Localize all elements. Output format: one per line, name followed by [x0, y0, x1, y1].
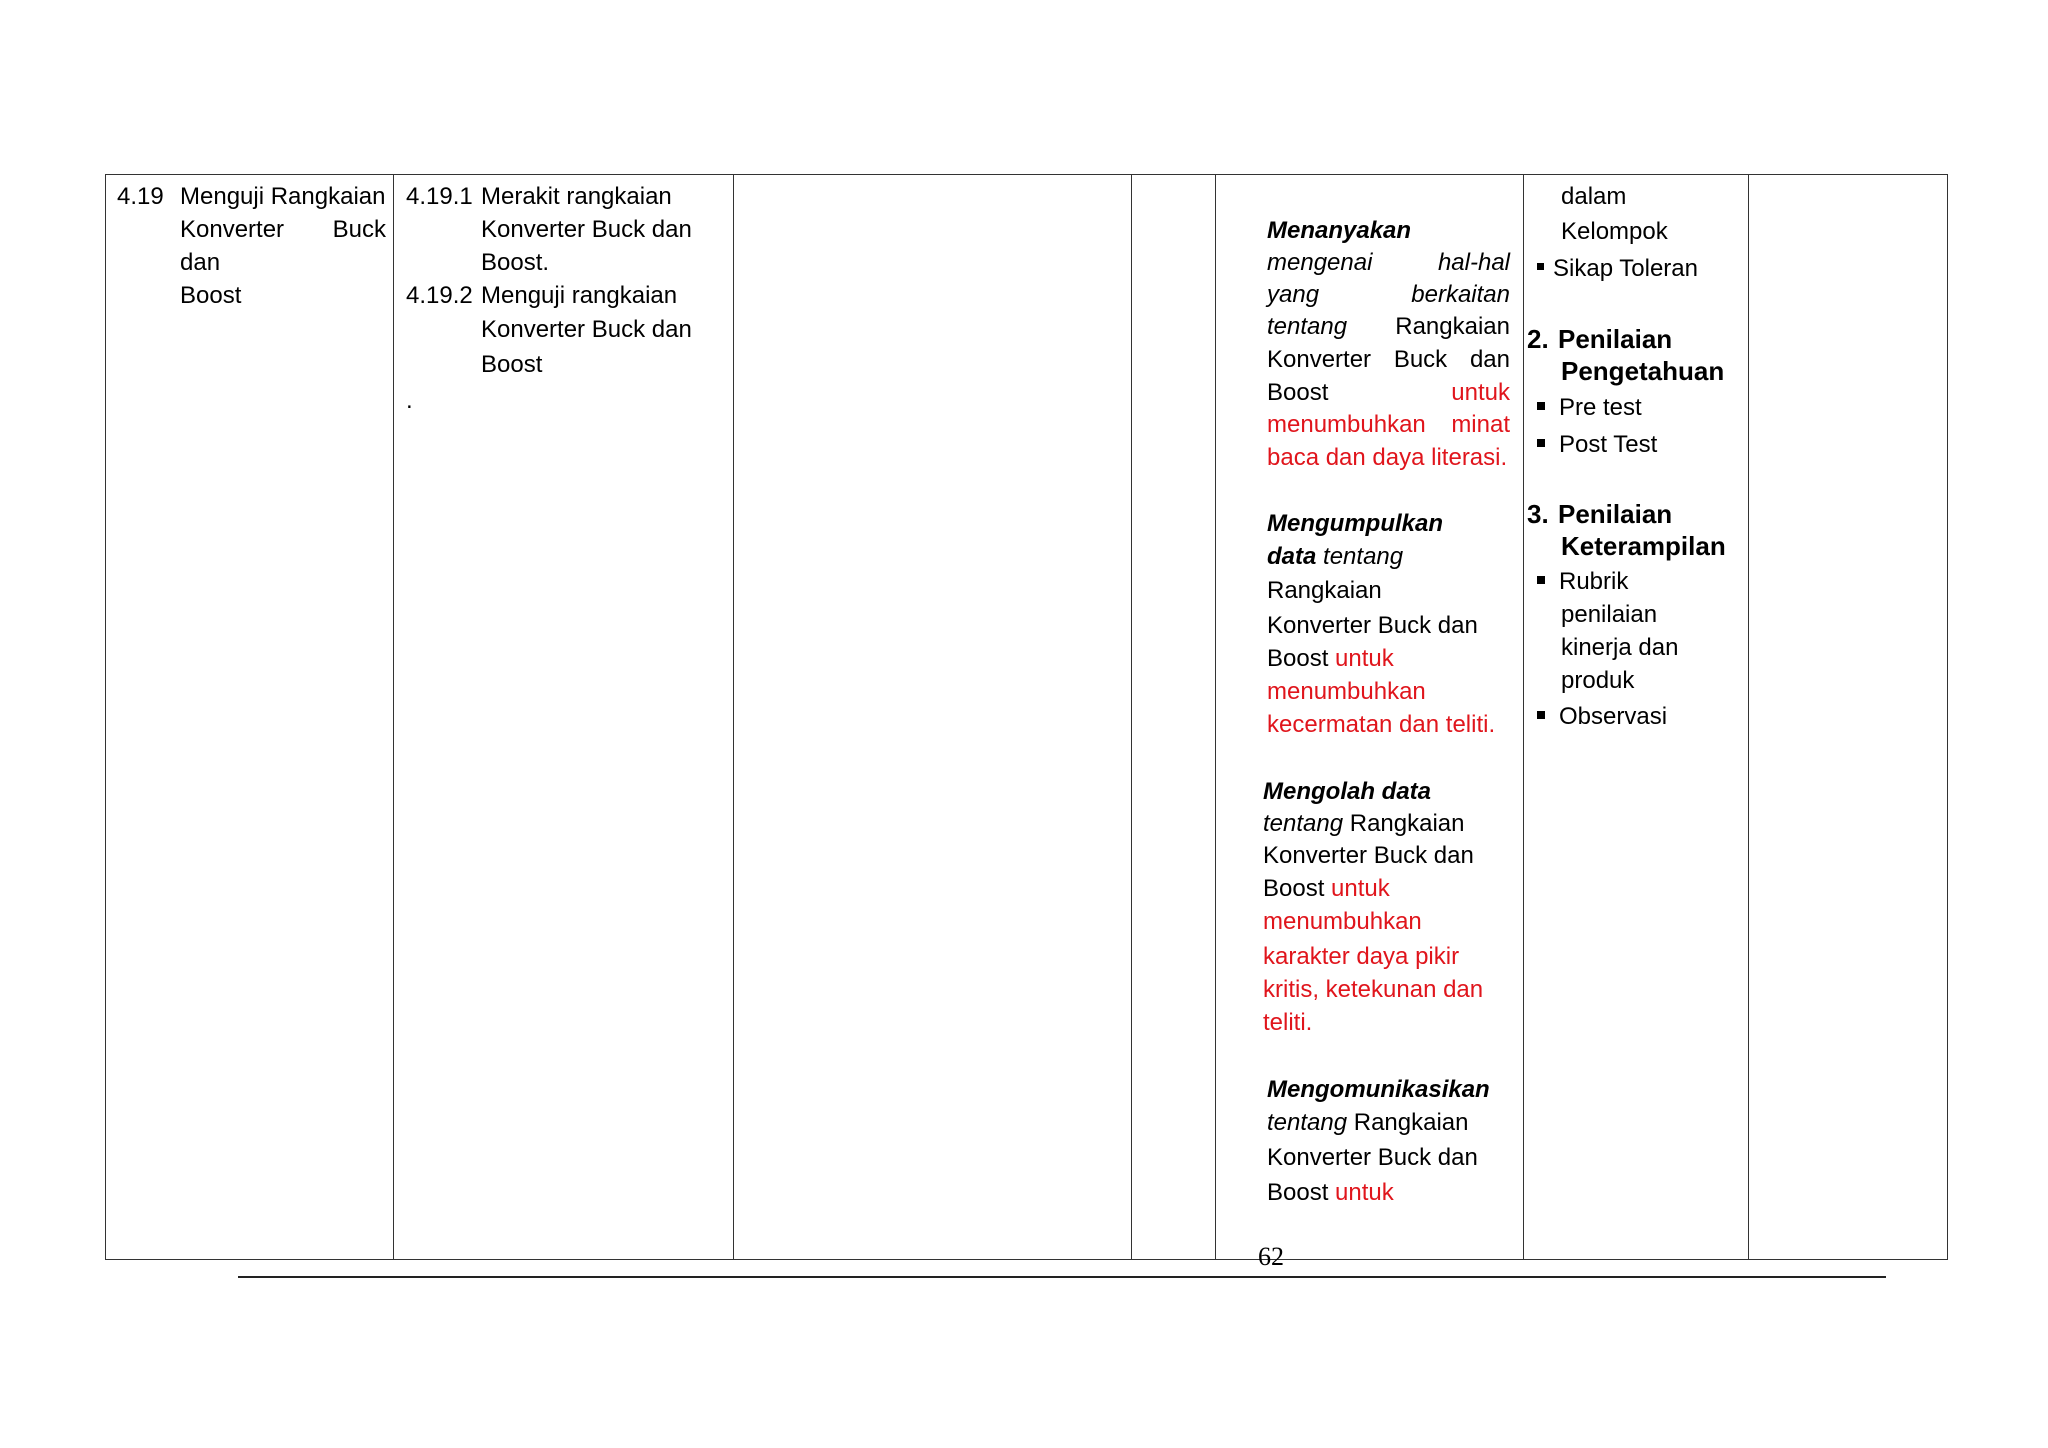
activity-line: karakter daya pikir	[1263, 943, 1460, 970]
activity-line: Konverter Buck dan	[1267, 346, 1510, 373]
indicator-line: Konverter Buck dan	[481, 216, 692, 243]
activity-line: Boost untuk	[1267, 1179, 1394, 1206]
activity-heading: Mengumpulkan	[1267, 510, 1444, 537]
indicator-line: Boost	[481, 351, 543, 378]
assessment-bullet-item: Sikap Toleran	[1537, 252, 1698, 285]
column-divider	[733, 174, 734, 1260]
activity-line: teliti.	[1263, 1009, 1313, 1036]
activity-line: data tentang	[1267, 543, 1404, 570]
column-divider	[393, 174, 394, 1260]
competency-line: dan	[180, 249, 221, 276]
indicator-line: Menguji rangkaian	[481, 282, 678, 309]
activity-line: Konverter Buck dan	[1263, 842, 1474, 869]
competency-number: 4.19	[117, 183, 164, 210]
activity-line: yang berkaitan	[1267, 281, 1510, 308]
assessment-bullet-item: Post Test	[1537, 428, 1657, 461]
assessment-heading: Penilaian	[1558, 324, 1673, 354]
bullet-icon	[1537, 576, 1545, 584]
assessment-heading: Pengetahuan	[1561, 356, 1725, 386]
footer-divider	[238, 1276, 1886, 1278]
assessment-bullet-item: Observasi	[1537, 700, 1667, 733]
activity-line: menumbuhkan minat	[1267, 411, 1510, 438]
assessment-bullet-item: Rubrik	[1537, 565, 1628, 598]
column-divider	[1748, 174, 1749, 1260]
indicator-number: 4.19.1	[406, 183, 473, 210]
activity-line: mengenai hal-hal	[1267, 249, 1510, 276]
assessment-heading-number: 2.	[1527, 324, 1549, 354]
activity-line: kecermatan dan teliti.	[1267, 711, 1496, 738]
activity-line: Konverter Buck dan	[1267, 1144, 1478, 1171]
activity-heading: Mengolah data	[1263, 778, 1432, 805]
activity-line: Konverter Buck dan	[1267, 612, 1478, 639]
activity-line: baca dan daya literasi.	[1267, 444, 1508, 471]
activity-line: kritis, ketekunan dan	[1263, 976, 1484, 1003]
activity-line: tentang Rangkaian	[1267, 1109, 1469, 1136]
competency-line: Konverter Buck	[180, 216, 386, 243]
assessment-heading-number: 3.	[1527, 499, 1549, 529]
activity-line: tentang Rangkaian	[1267, 313, 1510, 340]
assessment-line: penilaian	[1561, 601, 1658, 628]
competency-line: Boost	[180, 282, 242, 309]
indicator-line: Boost.	[481, 249, 550, 276]
assessment-bullet-item: Pre test	[1537, 391, 1642, 424]
assessment-line: dalam	[1561, 183, 1627, 210]
activity-heading: Menanyakan	[1267, 217, 1412, 244]
bullet-icon	[1537, 263, 1544, 270]
activity-line: tentang Rangkaian	[1263, 810, 1465, 837]
competency-line: Menguji Rangkaian	[180, 183, 386, 210]
assessment-heading: Penilaian	[1558, 499, 1673, 529]
activity-line: Boost untuk	[1263, 875, 1390, 902]
column-divider	[1215, 174, 1216, 1260]
activity-line: Rangkaian	[1267, 577, 1382, 604]
assessment-heading: Keterampilan	[1561, 531, 1726, 561]
activity-line: menumbuhkan	[1263, 908, 1422, 935]
activity-heading: Mengomunikasikan	[1267, 1076, 1490, 1103]
bullet-icon	[1537, 439, 1545, 447]
bullet-icon	[1537, 402, 1545, 410]
bullet-icon	[1537, 711, 1545, 719]
assessment-line: kinerja dan	[1561, 634, 1679, 661]
column-divider	[1131, 174, 1132, 1260]
indicator-dot: .	[406, 387, 413, 414]
activity-line: menumbuhkan	[1267, 678, 1426, 705]
column-divider	[1523, 174, 1524, 1260]
activity-line: Boost untuk	[1267, 645, 1394, 672]
assessment-line: Kelompok	[1561, 218, 1668, 245]
indicator-line: Merakit rangkaian	[481, 183, 672, 210]
indicator-line: Konverter Buck dan	[481, 316, 692, 343]
assessment-line: produk	[1561, 667, 1635, 694]
activity-line: Boost untuk	[1267, 379, 1510, 406]
page-number: 62	[1258, 1242, 1284, 1271]
indicator-number: 4.19.2	[406, 282, 473, 309]
